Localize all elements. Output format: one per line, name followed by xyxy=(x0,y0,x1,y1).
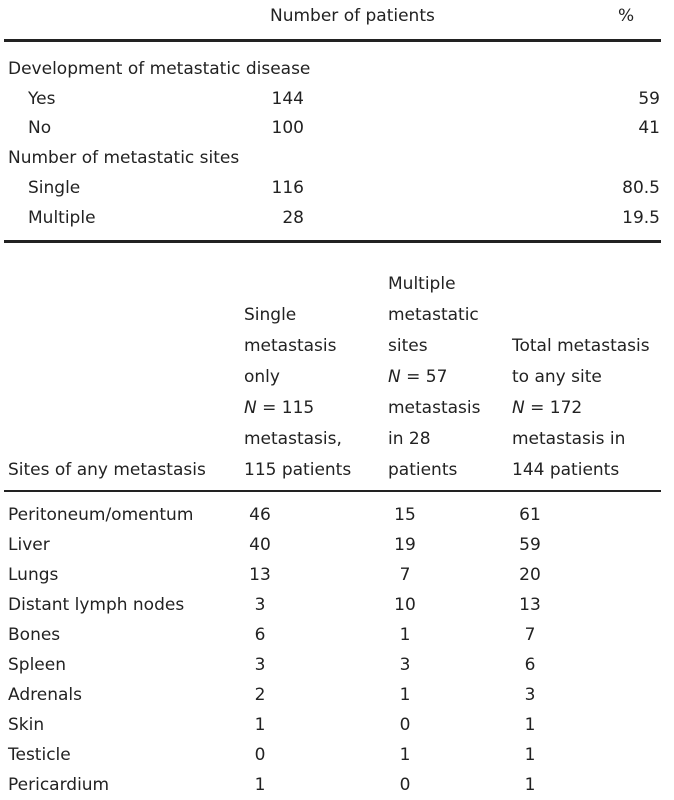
cell-percent: 80.5 xyxy=(622,178,660,198)
cell-percent: 41 xyxy=(638,118,660,138)
cell-multiple: 15 xyxy=(394,505,416,525)
cell-percent: 59 xyxy=(638,89,660,109)
cell-multiple: 0 xyxy=(399,775,411,795)
cell-multiple: 1 xyxy=(399,625,411,645)
table-bottom-rule xyxy=(4,240,661,243)
row-label: Yes xyxy=(28,89,56,109)
row-label: No xyxy=(28,118,52,138)
cell-patients: 100 xyxy=(271,118,304,138)
cell-percent: 19.5 xyxy=(622,208,660,228)
cell-site: Adrenals xyxy=(8,685,82,705)
cell-total: 1 xyxy=(524,745,536,765)
group-title: Development of metastatic disease xyxy=(8,59,311,79)
cell-total: 20 xyxy=(519,565,541,585)
cell-single: 3 xyxy=(254,595,266,615)
cell-patients: 144 xyxy=(271,89,304,109)
cell-multiple: 19 xyxy=(394,535,416,555)
cell-multiple: 3 xyxy=(399,655,411,675)
cell-single: 3 xyxy=(254,655,266,675)
cell-site: Lungs xyxy=(8,565,59,585)
cell-site: Pericardium xyxy=(8,775,110,795)
cell-single: 1 xyxy=(254,715,266,735)
cell-site: Spleen xyxy=(8,655,66,675)
cell-site: Testicle xyxy=(8,745,71,765)
cell-single: 46 xyxy=(249,505,271,525)
row-label: Single xyxy=(28,178,81,198)
cell-total: 7 xyxy=(524,625,536,645)
cell-single: 13 xyxy=(249,565,271,585)
cell-site: Peritoneum/omentum xyxy=(8,505,194,525)
cell-total: 3 xyxy=(524,685,536,705)
cell-multiple: 10 xyxy=(394,595,416,615)
cell-single: 40 xyxy=(249,535,271,555)
cell-total: 13 xyxy=(519,595,541,615)
cell-multiple: 0 xyxy=(399,715,411,735)
cell-total: 61 xyxy=(519,505,541,525)
cell-single: 2 xyxy=(254,685,266,705)
col-header-percent: % xyxy=(618,6,635,26)
cell-single: 6 xyxy=(254,625,266,645)
group-title: Number of metastatic sites xyxy=(8,148,240,168)
col-header-sites: Sites of any metastasis xyxy=(8,460,206,480)
cell-multiple: 1 xyxy=(399,745,411,765)
cell-site: Liver xyxy=(8,535,50,555)
header-rule xyxy=(4,490,661,492)
col-header-patients: Number of patients xyxy=(270,6,435,26)
cell-total: 6 xyxy=(524,655,536,675)
cell-total: 1 xyxy=(524,715,536,735)
cell-single: 0 xyxy=(254,745,266,765)
cell-multiple: 7 xyxy=(399,565,411,585)
cell-multiple: 1 xyxy=(399,685,411,705)
cell-total: 1 xyxy=(524,775,536,795)
cell-single: 1 xyxy=(254,775,266,795)
cell-site: Bones xyxy=(8,625,61,645)
cell-patients: 28 xyxy=(282,208,304,228)
cell-total: 59 xyxy=(519,535,541,555)
cell-patients: 116 xyxy=(271,178,304,198)
cell-site: Distant lymph nodes xyxy=(8,595,185,615)
cell-site: Skin xyxy=(8,715,45,735)
row-label: Multiple xyxy=(28,208,96,228)
header-rule xyxy=(4,39,661,42)
